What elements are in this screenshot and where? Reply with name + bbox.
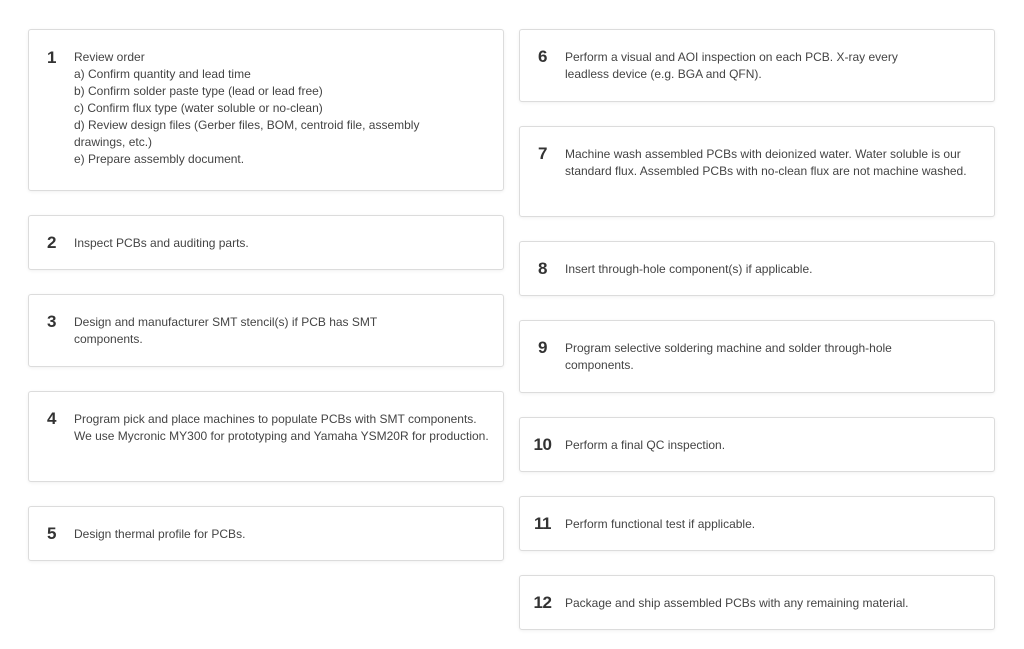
step-number: 12 xyxy=(533,593,552,612)
step-number: 6 xyxy=(538,47,547,66)
step-text: Perform a visual and AOI inspection on each PCB. X-ray every leadless device (e.g. BGA and QFN). xyxy=(565,50,898,81)
step-card-7 xyxy=(519,126,995,217)
step-text: Program selective soldering machine and solder through-hole components. xyxy=(565,341,892,372)
step-text: Program pick and place machines to populate PCBs with SMT components. We use Mycronic MY300 for prototyping and Yamaha YSM20R for production. xyxy=(74,412,489,443)
step-text-line: c) Confirm flux type (water soluble or no-clean) xyxy=(74,101,323,115)
step-text: Machine wash assembled PCBs with deionized water. Water soluble is our standard flux. Assembled PCBs with no-clean flux are not machine washed. xyxy=(565,147,967,178)
step-number: 9 xyxy=(538,338,547,357)
step-card-12 xyxy=(519,575,995,630)
step-card-2 xyxy=(28,215,504,270)
step-number: 3 xyxy=(47,312,56,331)
step-number: 5 xyxy=(47,524,56,543)
step-card-3 xyxy=(28,294,504,367)
step-text: Perform functional test if applicable. xyxy=(565,517,756,531)
step-text-line: e) Prepare assembly document. xyxy=(74,152,245,166)
step-number: 1 xyxy=(47,48,56,67)
step-card-9 xyxy=(519,320,995,393)
step-text: Design thermal profile for PCBs. xyxy=(74,527,246,541)
step-card-10 xyxy=(519,417,995,472)
step-text: Insert through-hole component(s) if applicable. xyxy=(565,262,813,276)
step-number: 8 xyxy=(538,259,547,278)
step-text: Design and manufacturer SMT stencil(s) if PCB has SMT components. xyxy=(74,315,377,346)
step-text: Package and ship assembled PCBs with any remaining material. xyxy=(565,596,909,610)
step-card-8 xyxy=(519,241,995,296)
step-text xyxy=(74,49,489,168)
step-text: Perform a final QC inspection. xyxy=(565,438,726,452)
step-text-line: b) Confirm solder paste type (lead or lead free) xyxy=(74,84,323,98)
step-text-line: Review order xyxy=(74,50,145,64)
step-number: 2 xyxy=(47,233,56,252)
step-text-line: a) Confirm quantity and lead time xyxy=(74,67,251,81)
step-number: 4 xyxy=(47,409,56,428)
step-number: 7 xyxy=(538,144,547,163)
step-card-5 xyxy=(28,506,504,561)
step-card-1 xyxy=(28,29,504,191)
step-number: 11 xyxy=(534,514,551,533)
step-number: 10 xyxy=(533,435,552,454)
step-card-11 xyxy=(519,496,995,551)
step-card-6 xyxy=(519,29,995,102)
step-text: Inspect PCBs and auditing parts. xyxy=(74,236,249,250)
step-card-4 xyxy=(28,391,504,482)
step-text-line: d) Review design files (Gerber files, BOM, centroid file, assembly drawings, etc.) xyxy=(74,118,420,149)
